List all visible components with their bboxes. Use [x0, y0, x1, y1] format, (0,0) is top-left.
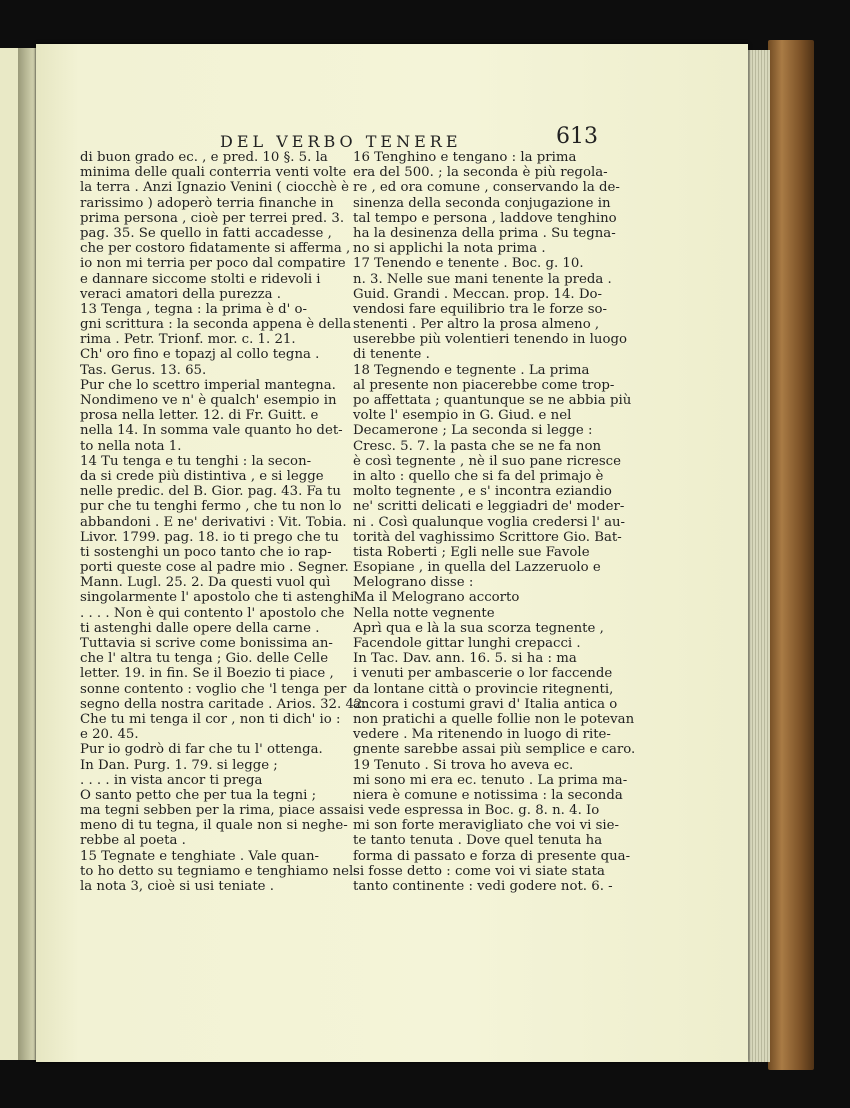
text-line: letter. 19. in fin. Se il Boezio ti piace , — [80, 666, 334, 682]
text-line: 13 Tenga , tegna : la prima è d' o- — [80, 301, 307, 317]
text-line: volte l' esempio in G. Giud. e nel — [353, 408, 572, 424]
text-line: Nella notte vegnente — [353, 605, 495, 621]
running-header: DEL VERBO TENERE — [220, 132, 462, 151]
text-line: userebbe più volentieri tenendo in luogo — [353, 332, 627, 348]
text-line: pag. 35. Se quello in fatti accadesse , — [80, 225, 332, 241]
text-line: Melograno disse : — [353, 575, 474, 591]
text-line: torità del vaghissimo Scrittore Gio. Bat- — [353, 529, 622, 545]
text-line: no si applichi la nota prima . — [353, 241, 546, 257]
text-line: O santo petto che per tua la tegni ; — [80, 787, 317, 803]
text-line: niera è comune e notissima : la seconda — [353, 787, 623, 803]
text-line: ti astenghi dalle opere della carne . — [80, 620, 320, 636]
text-line: ma tegni sebben per la rima, piace assai — [80, 803, 353, 819]
text-line: singolarmente l' apostolo che ti astenghi . — [80, 590, 363, 606]
text-line: sinenza della seconda conjugazione in — [353, 195, 611, 211]
text-line: 19 Tenuto . Si trova ho aveva ec. — [353, 757, 574, 773]
text-line: 18 Tegnendo e tegnente . La prima — [353, 362, 590, 378]
text-line: gni scrittura : la seconda appena è della — [80, 317, 352, 333]
text-line: si fosse detto : come voi vi siate stata — [353, 863, 605, 879]
text-line: mi sono mi era ec. tenuto . La prima ma- — [353, 772, 628, 788]
text-line: vedere . Ma ritenendo in luogo di rite- — [353, 727, 611, 743]
text-line: gnente sarebbe assai più semplice e caro. — [353, 742, 636, 758]
text-line: to nella nota 1. — [80, 438, 182, 454]
text-line: re , ed ora comune , conservando la de- — [353, 180, 620, 196]
text-line: Ch' oro fino e topazj al collo tegna . — [80, 347, 320, 363]
text-line: Esopiane , in quella del Lazzeruolo e — [353, 560, 601, 576]
text-line: di buon grado ec. , e pred. 10 §. 5. la — [80, 150, 328, 165]
text-line: minima delle quali conterria venti volte — [80, 165, 347, 181]
text-line: ni . Così qualunque voglia credersi l' au- — [353, 514, 626, 530]
text-line: veraci amatori della purezza . — [80, 286, 281, 302]
text-line: Guid. Grandi . Meccan. prop. 14. Do- — [353, 286, 603, 302]
text-line: in alto : quello che si fa del primajo è — [353, 468, 604, 484]
text-line: da si crede più distintiva , e si legge — [80, 468, 324, 484]
text-line: vendosi fare equilibrio tra le forze so- — [353, 301, 608, 317]
book-cover-edge — [768, 40, 814, 1070]
text-line: che l' altra tu tenga ; Gio. delle Celle — [80, 651, 329, 667]
text-line: al presente non piacerebbe come trop- — [353, 377, 615, 393]
text-line: 15 Tegnate e tenghiate . Vale quan- — [80, 848, 320, 864]
text-line: Pur io godrò di far che tu l' ottenga. — [80, 742, 323, 758]
text-line: rarissimo ) adoperò terria finanche in — [80, 195, 334, 211]
text-line: abbandoni . E ne' derivativi : Vit. Tobia. — [80, 514, 347, 530]
text-line: rima . Petr. Trionf. mor. c. 1. 21. — [80, 332, 296, 348]
text-line: la nota 3, cioè si usi teniate . — [80, 879, 274, 894]
text-line: Che tu mi tenga il cor , non ti dich' io : — [80, 711, 341, 727]
text-line: . . . . in vista ancor ti prega — [80, 772, 263, 788]
text-line: rebbe al poeta . — [80, 833, 186, 849]
text-line: che per costoro fidatamente si afferma , — [80, 241, 351, 257]
text-line: Ma il Melograno accorto — [353, 590, 520, 606]
text-line: In Dan. Purg. 1. 79. si legge ; — [80, 757, 278, 773]
text-line: mi son forte meravigliato che voi vi sie- — [353, 818, 620, 834]
right-column — [353, 150, 636, 894]
text-line: Tuttavia si scrive come bonissima an- — [80, 636, 333, 651]
text-line: non pratichi a quelle follie non le potevan — [353, 711, 635, 727]
text-line: prima persona , cioè per terrei pred. 3. — [80, 210, 345, 226]
text-line: In Tac. Dav. ann. 16. 5. si ha : ma — [353, 651, 577, 667]
text-line: Livor. 1799. pag. 18. io ti prego che tu — [80, 529, 339, 545]
text-line: Decamerone ; La seconda si legge : — [353, 423, 593, 439]
text-line: pur che tu tenghi fermo , che tu non lo — [80, 499, 342, 515]
text-line: Nondimeno ve n' è qualch' esempio in — [80, 393, 337, 408]
text-line: io non mi terria per poco dal compatire — [80, 256, 346, 272]
text-line: stenenti . Per altro la prosa almeno , — [353, 317, 600, 333]
text-line: ti sostenghi un poco tanto che io rap- — [80, 544, 332, 560]
text-line: po affettata ; quantunque se ne abbia più — [353, 393, 632, 408]
left-column — [80, 150, 367, 894]
text-line: ne' scritti delicati e leggiadri de' moder- — [353, 499, 625, 515]
text-line: nella 14. In somma vale quanto ho det- — [80, 423, 343, 439]
text-line: 14 Tu tenga e tu tenghi : la secon- — [80, 453, 312, 469]
text-line: tanto continente : vedi godere not. 6. - — [353, 879, 613, 894]
text-line: tista Roberti ; Egli nelle sue Favole — [353, 544, 590, 560]
text-line: ancora i costumi gravi d' Italia antica o — [353, 696, 618, 712]
text-line: Aprì qua e là la sua scorza tegnente , — [353, 620, 604, 636]
text-line: di tenente . — [353, 347, 430, 363]
text-line: 17 Tenendo e tenente . Boc. g. 10. — [353, 256, 584, 272]
page-number: 613 — [556, 124, 598, 149]
text-line: meno di tu tegna, il quale non si neghe- — [80, 818, 348, 834]
text-line: to ho detto su tegniamo e tenghiamo nel- — [80, 863, 358, 879]
text-line: tal tempo e persona , laddove tenghino — [353, 210, 617, 226]
text-line: te tanto tenuta . Dove quel tenuta ha — [353, 833, 603, 849]
text-line: è così tegnente , nè il suo pane ricresce — [353, 453, 621, 469]
text-line: Cresc. 5. 7. la pasta che se ne fa non — [353, 438, 602, 454]
text-line: 16 Tenghino e tengano : la prima — [353, 150, 577, 165]
text-line: segno della nostra caritade . Arios. 32. 42. — [80, 696, 367, 712]
text-line: sonne contento : voglio che 'l tenga per — [80, 681, 347, 697]
text-line: prosa nella letter. 12. di Fr. Guitt. e — [80, 408, 319, 424]
text-line: forma di passato e forza di presente qua- — [353, 848, 631, 864]
text-line: . . . . Non è qui contento l' apostolo che — [80, 605, 345, 621]
text-line: molto tegnente , e s' incontra eziandio — [353, 484, 612, 500]
text-line: la terra . Anzi Ignazio Venini ( ciocchè è — [80, 180, 349, 196]
text-line: da lontane città o provincie ritegnenti, — [353, 681, 614, 697]
text-line: era del 500. ; la seconda è più regola- — [353, 165, 608, 181]
text-line: e 20. 45. — [80, 727, 139, 743]
text-line: nelle predic. del B. Gior. pag. 43. Fa tu — [80, 484, 341, 500]
text-line: Mann. Lugl. 25. 2. Da questi vuol quì — [80, 575, 331, 591]
text-line: Tas. Gerus. 13. 65. — [80, 362, 207, 378]
text-line: Facendole gittar lunghi crepacci . — [353, 636, 581, 651]
text-line: ha la desinenza della prima . Su tegna- — [353, 225, 616, 241]
book-gutter — [18, 48, 36, 1060]
text-line: e dannare siccome stolti e ridevoli i — [80, 271, 321, 287]
text-line: n. 3. Nelle sue mani tenente la preda . — [353, 271, 612, 287]
text-line: Pur che lo scettro imperial mantegna. — [80, 377, 336, 393]
text-line: porti queste cose al padre mio . Segner. — [80, 560, 349, 576]
text-line: i venuti per ambascerie o lor faccende — [353, 666, 613, 682]
text-line: si vede espressa in Boc. g. 8. n. 4. Io — [353, 803, 600, 819]
